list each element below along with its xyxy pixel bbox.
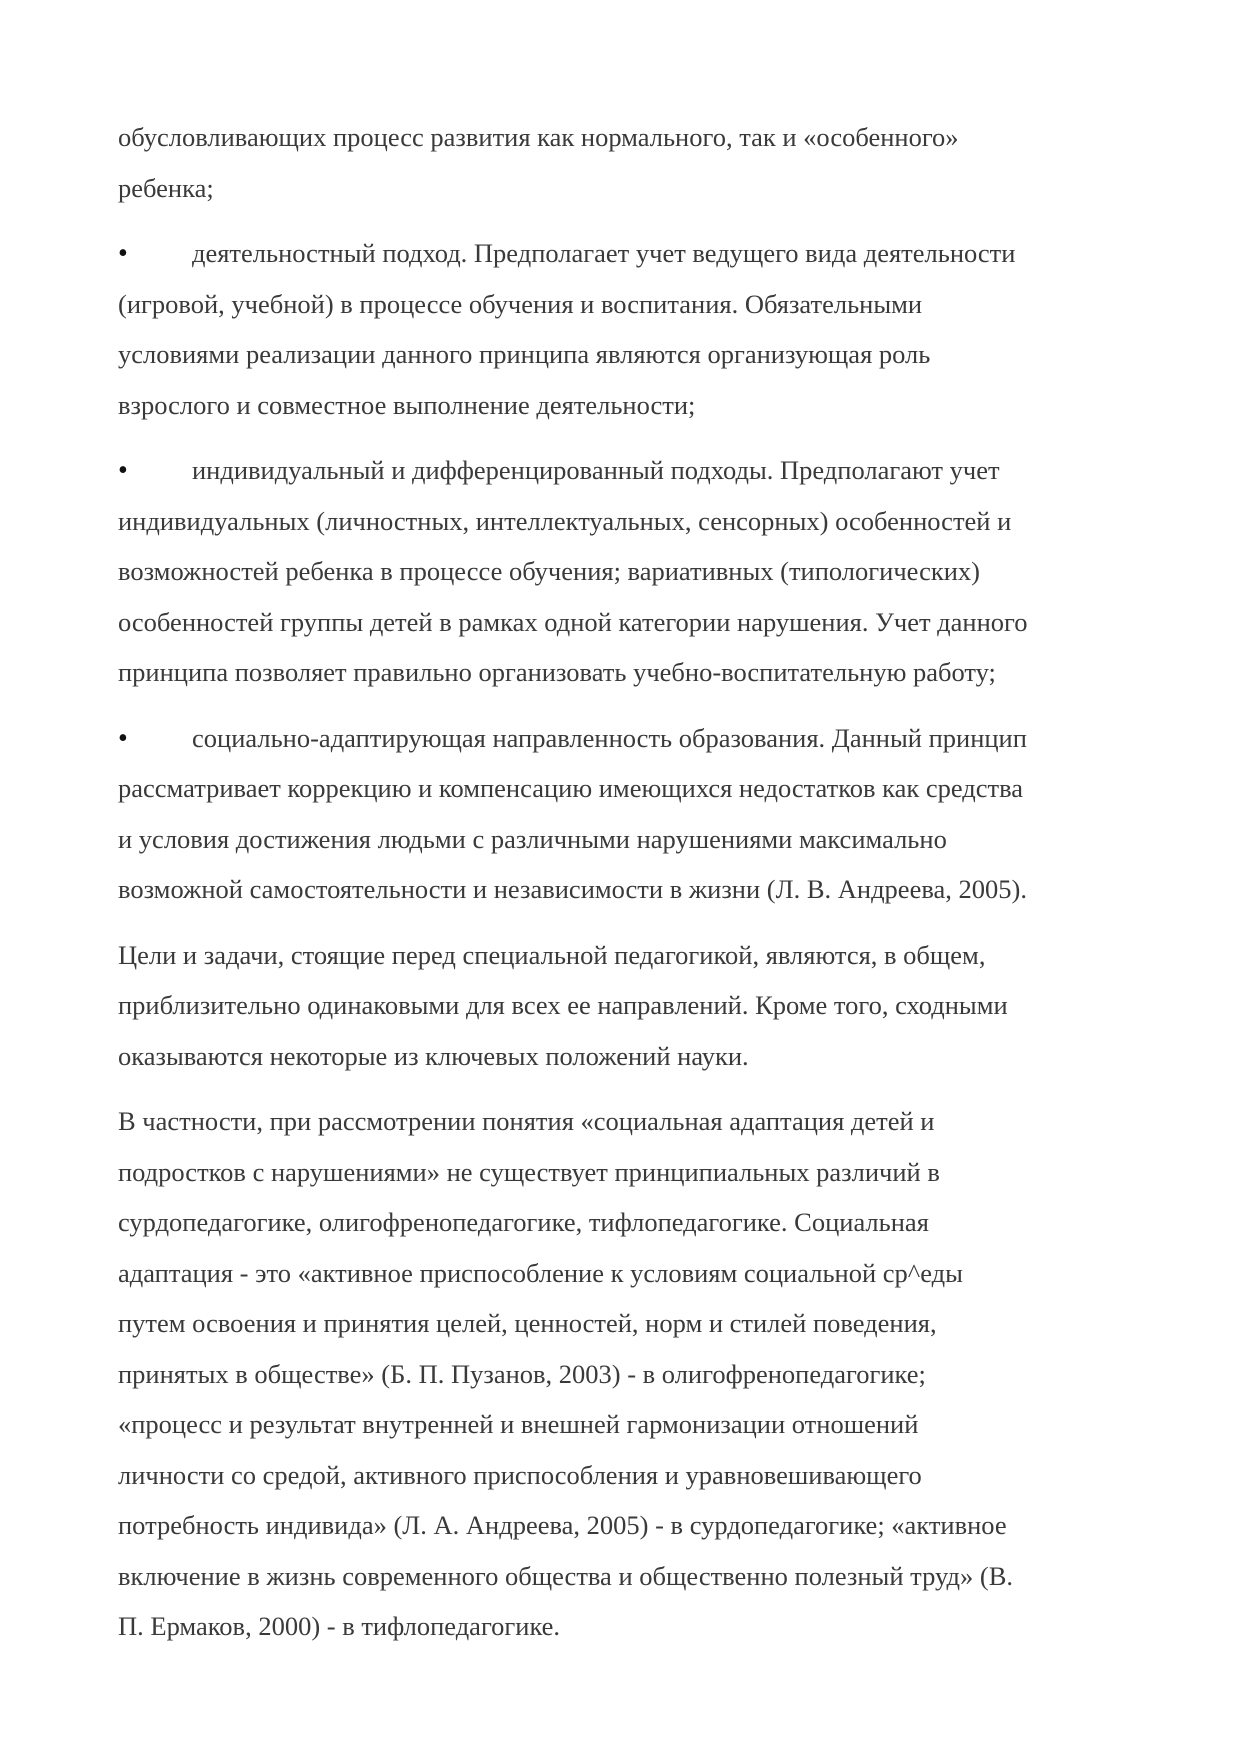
text-line: потребность индивида» (Л. А. Андреева, 2005) - в сурдопедагогике; «активное [118, 1510, 1007, 1540]
text-line: и условия достижения людьми с различными нарушениями максимально [118, 823, 947, 854]
text-line: включение в жизнь современного общества и общественно полезный труд» (В. [118, 1560, 1014, 1591]
text-line: «процесс и результат внутренней и внешней гармонизации отношений [118, 1409, 919, 1439]
paragraph-social-adaptation [118, 1096, 1138, 1652]
body-text [118, 112, 1138, 1652]
bullet-item-individual-approach [118, 445, 1138, 698]
bullet-item-activity-approach [118, 228, 1138, 430]
text-line: обусловливающих процесс развития как нормального, так и «особенного» [118, 122, 959, 152]
bullet-icon: • [118, 455, 128, 486]
text-line: особенностей группы детей в рамках одной категории нарушения. Учет данного [118, 606, 1028, 637]
text-line: принятых в обществе» (Б. П. Пузанов, 2003) - в олигофренопедагогике; [118, 1358, 926, 1389]
text-line: приблизительно одинаковыми для всех ее направлений. Кроме того, сходными [118, 990, 1008, 1020]
text-line: возможной самостоятельности и независимости в жизни (Л. В. Андреева, 2005). [118, 874, 1027, 904]
text-line: адаптация - это «активное приспособление к условиям социальной ср^еды [118, 1257, 963, 1288]
text-line: индивидуальных (личностных, интеллектуальных, сенсорных) особенностей и [118, 505, 1012, 536]
text-line: (игровой, учебной) в процессе обучения и воспитания. Обязательными [118, 288, 923, 319]
text-line: личности со средой, активного приспособления и уравновешивающего [118, 1459, 922, 1490]
text-line: В частности, при рассмотрении понятия «социальная адаптация детей и [118, 1106, 935, 1136]
text-line: путем освоения и принятия целей, ценностей, норм и стилей поведения, [118, 1308, 937, 1338]
text-line: деятельностный подход. Предполагает учет ведущего вида деятельности [192, 238, 1016, 268]
text-line: взрослого и совместное выполнение деятельности; [118, 389, 696, 420]
text-line: оказываются некоторые из ключевых положений науки. [118, 1040, 749, 1071]
text-line: принципа позволяет правильно организовать учебно-воспитательную работу; [118, 657, 996, 687]
text-line: индивидуальный и дифференцированный подходы. Предполагают учет [192, 455, 1000, 485]
text-line: подростков с нарушениями» не существует принципиальных различий в [118, 1156, 940, 1187]
paragraph-goals [118, 930, 1138, 1082]
bullet-icon: • [118, 238, 128, 269]
text-line: социально-адаптирующая направленность образования. Данный принцип [192, 722, 1027, 753]
bullet-icon: • [118, 722, 128, 754]
text-line: Цели и задачи, стоящие перед специальной педагогикой, являются, в общем, [118, 939, 986, 970]
text-line: условиями реализации данного принципа являются организующая роль [118, 339, 931, 369]
text-line: возможностей ребенка в процессе обучения; вариативных (типологических) [118, 556, 980, 586]
paragraph-continuation [118, 112, 1138, 213]
bullet-item-social-adaptive [118, 713, 1138, 915]
text-line: сурдопедагогике, олигофренопедагогике, тифлопедагогике. Социальная [118, 1207, 929, 1237]
text-line: ребенка; [118, 172, 214, 203]
text-line: рассматривает коррекцию и компенсацию имеющихся недостатков как средства [118, 773, 1024, 803]
text-line: П. Ермаков, 2000) - в тифлопедагогике. [118, 1611, 561, 1641]
